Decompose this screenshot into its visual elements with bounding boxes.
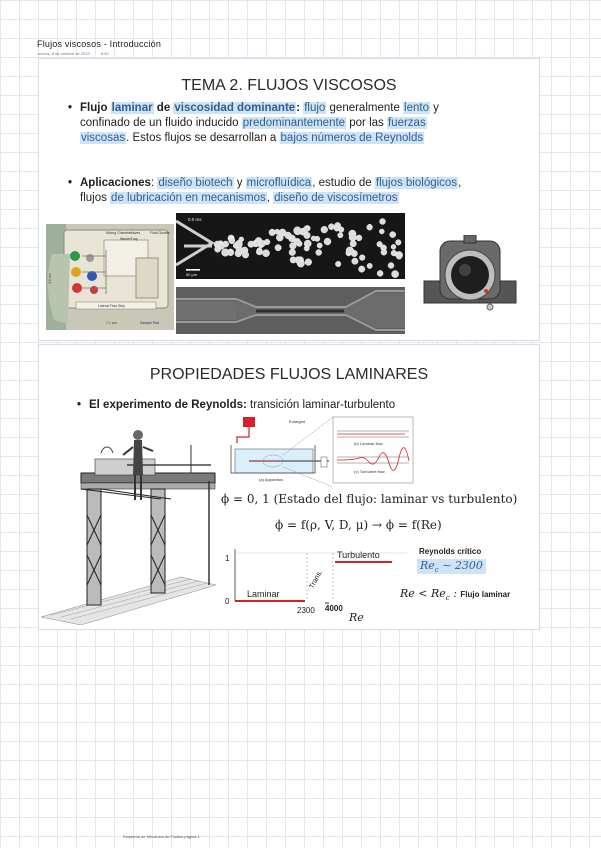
bearing-drawing [420,235,520,311]
text: c [445,594,450,603]
droplet [335,261,341,267]
droplet [390,232,396,238]
droplet [228,250,234,256]
highlight: lento [404,102,429,114]
page-footer: Esquema de Mecánica de Fluidos página 1 [123,834,200,839]
droplet [290,257,296,263]
text: , [458,177,462,189]
reynolds-apparatus-engraving [41,425,216,625]
droplet [388,263,394,269]
text: , estudio de [312,177,375,189]
microchannel-drawing [176,287,405,334]
plot-y0: 0 [225,597,230,606]
droplet [264,239,270,245]
highlight: diseño de viscosímetros [274,192,398,204]
highlight: bajos números de Reynolds [280,132,424,144]
droplet [359,255,365,261]
text: ∼ 2300 [438,559,483,572]
text: de [153,102,174,114]
laminar-condition [400,587,510,602]
laminar-turbulent-plot [217,545,407,627]
text: : [449,587,457,600]
text: flujos [80,192,111,204]
text: Flujo laminar [460,590,511,599]
droplet [359,266,365,272]
droplet [367,224,373,230]
text: por las [346,117,387,129]
chip-label-lateral: Lateral Flow Strip [98,304,126,308]
bullet-reynolds-experiment [77,398,489,413]
text: Flujo [80,102,111,114]
droplet [397,254,402,259]
plot-x-2300: 2300 [297,606,315,615]
chip-drawing [46,224,174,330]
page-date [37,51,119,56]
text: , [266,192,274,204]
droplet [303,226,309,232]
critical-reynolds-value [417,559,486,574]
text: c [434,566,439,575]
bullet-dot: • [68,177,73,189]
chip-label-height: 4.9 cm [48,273,52,284]
highlight: de lubricación en mecanismos [111,192,266,204]
droplet [255,241,260,246]
time-text: 8:30 [100,51,109,56]
droplet [352,258,358,264]
droplet [236,247,243,254]
chip-label-mixing: Mixing Chamber [106,231,132,235]
date-text: Jueves, 6 de octubre de 2022 [37,51,90,56]
text: transición laminar-turbulento [246,399,396,411]
schematic-drawing [229,413,421,487]
highlight: fuerzas [387,117,426,129]
text: y [429,102,439,114]
droplet [229,238,234,243]
text: Aplicaciones [80,177,151,189]
droplet [396,240,402,246]
text: Re [420,559,435,572]
droplet [350,241,356,247]
droplet [377,270,383,276]
droplet [285,232,292,239]
droplet [294,227,302,235]
plot-x-4000: 4000 [325,604,343,613]
droplet [275,245,281,251]
text: El experimento de Reynolds: [89,399,247,411]
droplet [290,243,297,250]
micro-scale-label: 50 μm [186,272,198,277]
droplet [321,226,328,233]
droplet [356,235,362,241]
droplet [391,244,396,249]
droplet [367,263,372,268]
bullet-dot: • [77,399,82,411]
label-turbulent-flow: (c) Turbulent flow [354,469,385,474]
droplet [380,219,386,225]
plot-y1: 1 [225,554,230,563]
highlight: microfluídica [246,177,312,189]
droplet [328,224,334,230]
reynolds-schematic-diagram [229,413,421,487]
journal-bearing-image [420,235,520,311]
droplet [275,229,280,234]
text: Re < Re [400,587,446,600]
droplet [381,249,387,255]
label-enlarged: Enlarged [289,419,306,424]
equation-phi-function: ϕ = f(ρ, V, D, μ) → ϕ = f(Re) [275,518,442,532]
chip-label-waste: Waste/Trap [120,237,138,241]
bullet-flujo-laminar [68,101,520,146]
droplet [219,244,225,250]
slide1-title: TEMA 2. FLUJOS VISCOSOS [181,77,397,94]
text: y [233,177,246,189]
droplet [305,259,312,266]
highlight: viscosas [81,132,126,144]
microfluidic-chip-image [46,224,174,330]
label-laminar-flow: (b) Laminar flow [354,441,383,446]
chip-label-fluid: Fluid Guides [150,231,170,235]
plot-turbulento: Turbulento [337,550,380,560]
plot-trans: Trans. [308,569,324,590]
page-title: Flujos viscosos - Introducción [37,39,162,49]
highlight: laminar [111,102,153,114]
slide-propiedades-laminares [38,344,540,630]
engraving-drawing [41,425,216,625]
droplet [262,250,269,257]
bullet-dot: • [68,102,73,114]
text: : [296,102,304,114]
highlight: diseño biotech [158,177,233,189]
droplet [304,240,311,247]
highlight: flujos biológicos [375,177,458,189]
highlight: flujo [304,102,326,114]
droplets-drawing [176,213,405,279]
equation-phi-state: ϕ = 0, 1 (Estado del flujo: laminar vs turbulento) [221,492,518,506]
droplet [276,234,283,241]
droplet [304,232,311,239]
microfluidic-droplets-image [176,213,405,279]
bullet-aplicaciones [68,176,530,206]
text: : [150,177,158,189]
droplet [324,238,331,245]
text: confinado de un fluido inducido [80,117,242,129]
text: . Estos flujos se desarrollan a [126,132,280,144]
droplet [392,271,399,278]
droplet [338,227,344,233]
droplet [379,229,384,234]
slide2-title: PROPIEDADES FLUJOS LAMINARES [149,366,429,383]
droplet [316,250,322,256]
droplet [256,249,262,255]
chip-label-width: 7.1 cm [106,321,117,325]
droplet [311,236,316,241]
label-apparatus: (a) Apparatus [259,477,284,482]
droplet [391,250,397,256]
droplet [346,247,354,255]
droplet [338,233,343,238]
plot-laminar: Laminar [247,589,280,599]
droplet [349,234,356,241]
chip-label-sample: Sample Pad [140,321,160,325]
slide-flujos-viscosos [38,58,540,341]
micro-time-label: 0.0 ms [188,217,202,222]
droplet [289,249,296,256]
reynolds-critico-title: Reynolds crítico [419,547,482,556]
highlight: predominantemente [242,117,346,129]
droplet [317,243,322,248]
microchannel-image [176,287,405,334]
droplet [235,240,242,247]
highlight: viscosidad dominante [174,102,296,114]
chip-label-valves: Valves [130,231,141,235]
plot-x-axis-label: Re [349,611,364,624]
plot-drawing [217,545,407,627]
droplet [242,252,249,259]
text: generalmente [326,102,404,114]
